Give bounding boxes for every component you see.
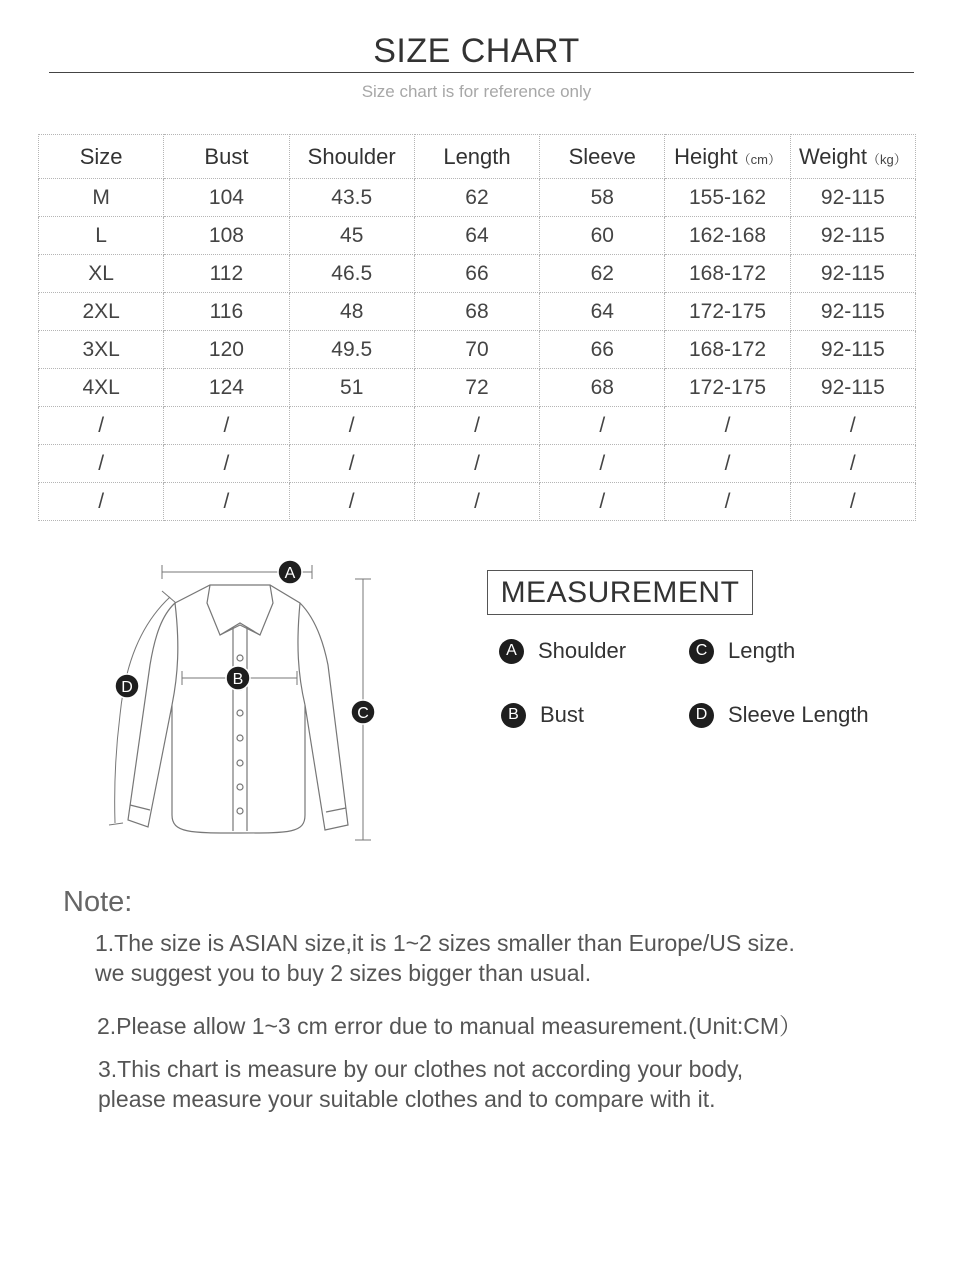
table-row — [39, 407, 916, 445]
table-cell: 172-175 — [665, 369, 790, 407]
table-cell: 4XL — [39, 369, 164, 407]
marker-b — [226, 666, 250, 690]
sleeve-measure-line — [115, 597, 170, 823]
table-cell: 116 — [164, 293, 289, 331]
column-header-sleeve: Sleeve — [540, 135, 665, 179]
table-cell: 46.5 — [289, 255, 414, 293]
table-cell: / — [790, 407, 915, 445]
table-body — [39, 179, 916, 521]
table-cell: 108 — [164, 217, 289, 255]
legend-length — [689, 638, 795, 664]
table-cell: 92-115 — [790, 217, 915, 255]
table-cell: 172-175 — [665, 293, 790, 331]
table-cell: 168-172 — [665, 255, 790, 293]
legend-shoulder — [499, 638, 626, 664]
svg-text:D: D — [121, 679, 133, 696]
measurement-title: MEASUREMENT — [487, 570, 753, 615]
table-row — [39, 293, 916, 331]
page-subtitle: Size chart is for reference only — [361, 82, 592, 101]
note-line: 3.This chart is measure by our clothes not according your body, — [98, 1056, 744, 1082]
table-cell: / — [790, 483, 915, 521]
note-line: we suggest you to buy 2 sizes bigger than usual. — [95, 960, 592, 986]
table-cell: / — [665, 483, 790, 521]
table-cell: 64 — [540, 293, 665, 331]
marker-c — [351, 700, 375, 724]
table-cell: 155-162 — [665, 179, 790, 217]
table-cell: 168-172 — [665, 331, 790, 369]
table-row — [39, 445, 916, 483]
note-line: 1.The size is ASIAN size,it is 1~2 sizes smaller than Europe/US size. — [95, 930, 795, 956]
shirt-button — [237, 735, 243, 741]
legend-label: Sleeve Length — [728, 702, 869, 727]
table-cell: 92-115 — [790, 179, 915, 217]
marker-c-badge: C — [689, 639, 714, 664]
table-cell: / — [289, 407, 414, 445]
table-cell: 68 — [414, 293, 539, 331]
table-cell: / — [540, 407, 665, 445]
svg-text:C: C — [357, 705, 369, 722]
table-cell: 2XL — [39, 293, 164, 331]
table-cell: / — [39, 483, 164, 521]
marker-d-badge: D — [689, 703, 714, 728]
table-cell: 104 — [164, 179, 289, 217]
table-cell: 49.5 — [289, 331, 414, 369]
table-cell: / — [39, 445, 164, 483]
table-row — [39, 483, 916, 521]
table-cell: / — [164, 445, 289, 483]
table-row — [39, 369, 916, 407]
table-row — [39, 255, 916, 293]
table-cell: 92-115 — [790, 369, 915, 407]
column-header-shoulder: Shoulder — [289, 135, 414, 179]
table-cell: 3XL — [39, 331, 164, 369]
title-divider — [49, 72, 914, 73]
table-cell: 66 — [414, 255, 539, 293]
size-table — [38, 134, 916, 521]
legend-label: Bust — [540, 702, 585, 727]
table-cell: 92-115 — [790, 293, 915, 331]
table-cell: / — [289, 483, 414, 521]
column-header-height: Height（cm） — [665, 135, 790, 179]
table-header-row — [39, 135, 916, 179]
table-row — [39, 331, 916, 369]
column-header-weight: Weight（kg） — [790, 135, 915, 179]
table-row — [39, 217, 916, 255]
table-cell: 120 — [164, 331, 289, 369]
table-cell: / — [414, 483, 539, 521]
shirt-button — [237, 784, 243, 790]
table-cell: / — [289, 445, 414, 483]
marker-b-badge: B — [501, 703, 526, 728]
unit-label: （cm） — [737, 151, 782, 167]
table-cell: 70 — [414, 331, 539, 369]
table-cell: M — [39, 179, 164, 217]
table-cell: / — [164, 483, 289, 521]
svg-text:B: B — [232, 671, 244, 688]
svg-text:A: A — [284, 565, 296, 582]
note-title: Note: — [63, 886, 133, 918]
table-cell: 72 — [414, 369, 539, 407]
table-cell: 62 — [540, 255, 665, 293]
shirt-outline — [128, 585, 348, 833]
table-cell: 45 — [289, 217, 414, 255]
shirt-diagram — [100, 555, 400, 855]
table-cell: 48 — [289, 293, 414, 331]
shirt-button — [237, 655, 243, 661]
table-cell: / — [164, 407, 289, 445]
table-cell: / — [39, 407, 164, 445]
table-cell: 112 — [164, 255, 289, 293]
shirt-button — [237, 710, 243, 716]
table-cell: 124 — [164, 369, 289, 407]
column-header-size: Size — [39, 135, 164, 179]
legend-label: Length — [728, 638, 796, 663]
table-cell: 66 — [540, 331, 665, 369]
table-cell: / — [665, 407, 790, 445]
table-cell: 60 — [540, 217, 665, 255]
table-row — [39, 179, 916, 217]
marker-a — [278, 560, 302, 584]
table-cell: / — [414, 445, 539, 483]
table-cell: 92-115 — [790, 331, 915, 369]
table-cell: XL — [39, 255, 164, 293]
table-cell: 162-168 — [665, 217, 790, 255]
marker-a-badge: A — [499, 639, 524, 664]
table-cell: 62 — [414, 179, 539, 217]
table-cell: 58 — [540, 179, 665, 217]
column-header-bust: Bust — [164, 135, 289, 179]
table-cell: / — [665, 445, 790, 483]
note-line: please measure your suitable clothes and to compare with it. — [98, 1086, 716, 1112]
unit-label: （kg） — [867, 151, 907, 167]
table-cell: / — [540, 483, 665, 521]
legend-sleeve-length — [689, 702, 869, 728]
page-title: SIZE CHART — [373, 32, 580, 70]
legend-label: Shoulder — [538, 638, 627, 663]
table-cell: / — [540, 445, 665, 483]
table-cell: 68 — [540, 369, 665, 407]
table-cell: / — [414, 407, 539, 445]
note-line: 2.Please allow 1~3 cm error due to manual measurement.(Unit:CM） — [97, 1013, 802, 1039]
table-cell: 92-115 — [790, 255, 915, 293]
marker-d — [115, 674, 139, 698]
table-cell: / — [790, 445, 915, 483]
column-header-length: Length — [414, 135, 539, 179]
table-cell: L — [39, 217, 164, 255]
table-cell: 51 — [289, 369, 414, 407]
measure-lines — [109, 565, 371, 840]
shirt-button — [237, 808, 243, 814]
table-cell: 64 — [414, 217, 539, 255]
table-cell: 43.5 — [289, 179, 414, 217]
legend-bust — [501, 702, 584, 728]
shirt-button — [237, 760, 243, 766]
